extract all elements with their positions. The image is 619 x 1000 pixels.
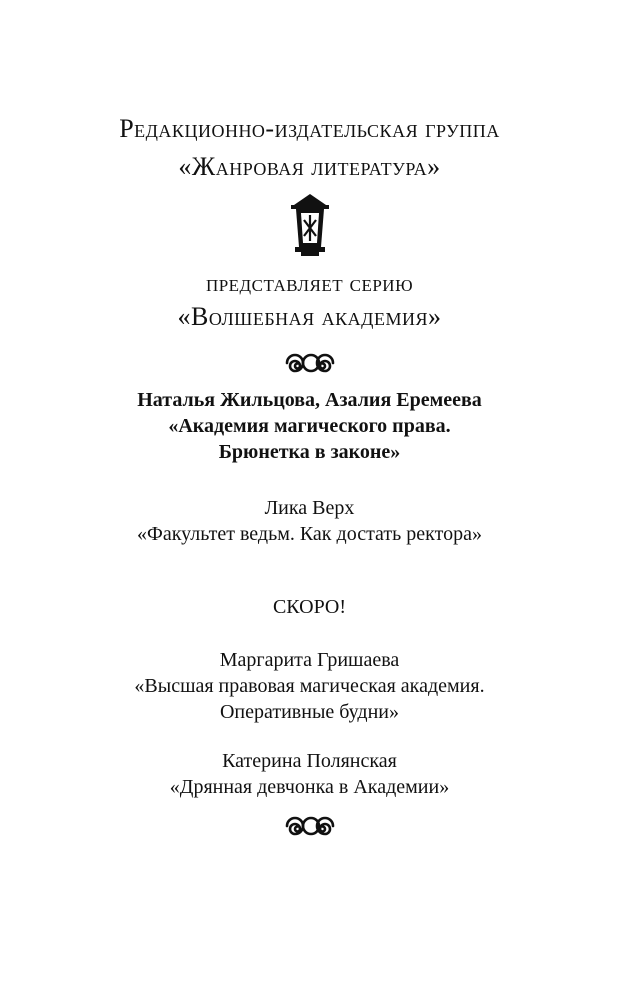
series-name: «Волшебная академия» — [177, 302, 442, 331]
book2-title: «Факультет ведьм. Как достать ректора» — [137, 523, 482, 545]
soon-label: СКОРО! — [272, 596, 347, 618]
swirl-ornament-icon — [284, 816, 336, 836]
book2-author: Лика Верх — [264, 497, 355, 519]
upcoming-1-title-line1: «Высшая правовая магическая академия. — [134, 675, 485, 697]
featured-title-line1: «Академия магического права. — [168, 415, 451, 437]
upcoming-2-author: Катерина Полянская — [222, 750, 397, 772]
publisher-line2: «Жанровая литература» — [178, 152, 441, 181]
upcoming-1-author: Маргарита Гришаева — [219, 649, 400, 671]
upcoming-1-title-line2: Оперативные будни» — [219, 701, 400, 723]
swirl-ornament-icon — [284, 353, 336, 373]
publisher-line1: Редакционно-издательская группа — [119, 114, 500, 143]
series-intro: представляет серию — [205, 271, 414, 297]
lantern-icon — [286, 193, 334, 257]
featured-authors: Наталья Жильцова, Азалия Еремеева — [137, 389, 482, 411]
upcoming-2-title: «Дрянная девчонка в Академии» — [169, 776, 450, 798]
featured-title-line2: Брюнетка в законе» — [218, 441, 401, 463]
